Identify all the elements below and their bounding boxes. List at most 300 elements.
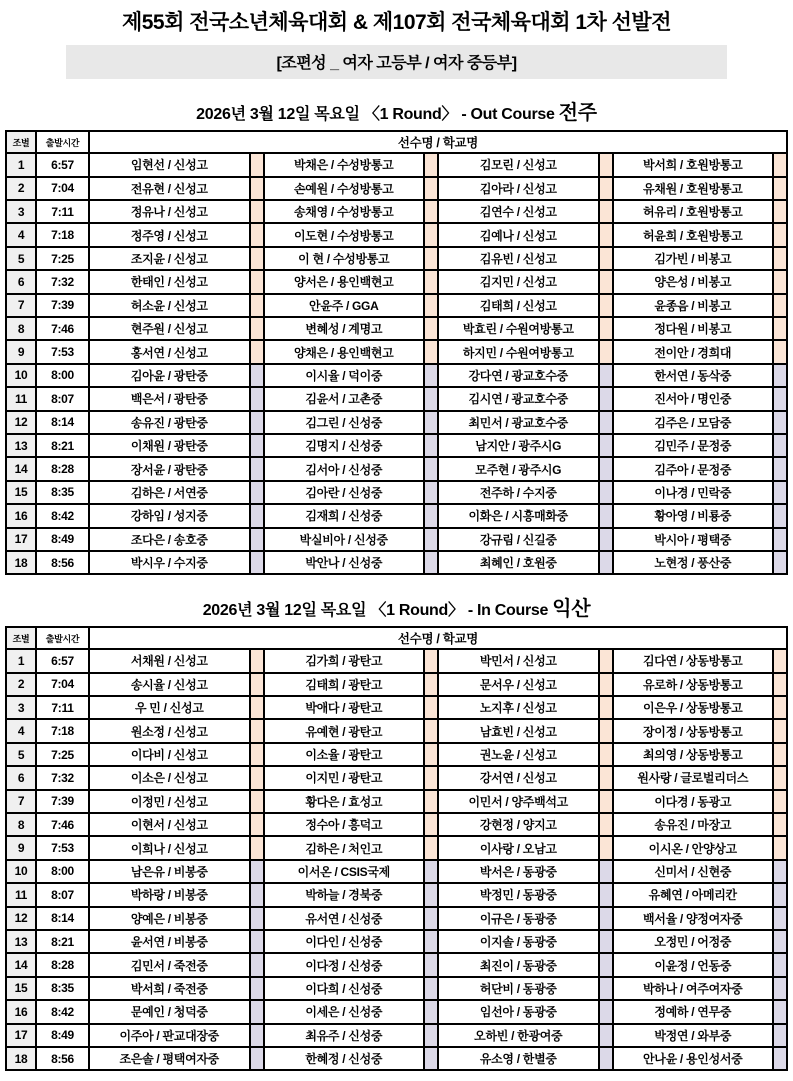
player-school-cell: 이현서 / 신성고 (90, 814, 251, 835)
division-color-divider (425, 435, 439, 456)
pairing-row (7, 178, 786, 201)
player-school-cell: 이다경 / 동광고 (614, 791, 775, 812)
group-number-cell: 16 (7, 1001, 37, 1022)
start-time-cell: 8:35 (37, 482, 90, 503)
division-color-divider (251, 908, 265, 929)
player-school-cell: 김아라 / 신성고 (439, 178, 600, 199)
out-course-section (3, 96, 790, 575)
pairing-row (7, 1025, 786, 1048)
division-color-divider (425, 295, 439, 316)
division-color-divider (600, 720, 614, 741)
pairing-row (7, 1001, 786, 1024)
player-school-cell: 이다정 / 신성중 (265, 954, 426, 975)
group-number-cell: 15 (7, 482, 37, 503)
division-color-endcap (774, 931, 786, 952)
group-column-header: 조별 (7, 132, 37, 152)
division-color-divider (425, 529, 439, 550)
player-school-cell: 노현정 / 풍산중 (614, 552, 775, 573)
division-color-divider (425, 767, 439, 788)
player-school-cell: 유소영 / 한별중 (439, 1048, 600, 1069)
start-time-cell: 8:07 (37, 884, 90, 905)
player-school-cell: 송유진 / 광탄중 (90, 412, 251, 433)
division-color-divider (600, 318, 614, 339)
player-school-cell: 최진이 / 동광중 (439, 954, 600, 975)
player-school-cell: 박효린 / 수원여방통고 (439, 318, 600, 339)
group-number-cell: 3 (7, 201, 37, 222)
pairing-row (7, 720, 786, 743)
group-number-cell: 13 (7, 931, 37, 952)
player-school-cell: 박민서 / 신성고 (439, 650, 600, 671)
division-color-divider (600, 837, 614, 858)
division-color-divider (425, 837, 439, 858)
division-color-divider (251, 1048, 265, 1069)
round-title-text: 2026년 3월 12일 목요일 〈1 Round〉 - Out Course (196, 106, 559, 124)
division-color-divider (251, 697, 265, 718)
start-time-cell: 7:04 (37, 178, 90, 199)
division-color-divider (425, 271, 439, 292)
player-school-cell: 박실비아 / 신성중 (265, 529, 426, 550)
division-color-divider (600, 674, 614, 695)
division-color-endcap (774, 1025, 786, 1046)
division-color-divider (425, 884, 439, 905)
pairing-row (7, 650, 786, 673)
player-school-cell: 우 민 / 신성고 (90, 697, 251, 718)
division-color-divider (425, 365, 439, 386)
group-number-cell: 2 (7, 674, 37, 695)
division-color-divider (425, 178, 439, 199)
division-color-divider (425, 388, 439, 409)
group-number-cell: 15 (7, 978, 37, 999)
player-school-cell: 박서은 / 동광중 (439, 861, 600, 882)
group-number-cell: 9 (7, 341, 37, 362)
start-time-cell: 7:39 (37, 791, 90, 812)
player-school-cell: 박채은 / 수성방통고 (265, 154, 426, 175)
division-color-divider (251, 482, 265, 503)
start-time-cell: 8:42 (37, 1001, 90, 1022)
division-color-endcap (774, 697, 786, 718)
player-school-cell: 하지민 / 수원여방통고 (439, 341, 600, 362)
table-header-row (7, 628, 786, 650)
division-color-endcap (774, 412, 786, 433)
division-color-divider (251, 720, 265, 741)
division-color-divider (425, 674, 439, 695)
group-number-cell: 16 (7, 505, 37, 526)
player-school-cell: 한태인 / 신성고 (90, 271, 251, 292)
pairing-row (7, 529, 786, 552)
division-color-divider (251, 295, 265, 316)
division-color-divider (425, 1025, 439, 1046)
start-time-cell: 7:25 (37, 744, 90, 765)
player-school-cell: 이시온 / 안양상고 (614, 837, 775, 858)
start-time-cell: 7:39 (37, 295, 90, 316)
player-school-cell: 정주영 / 신성고 (90, 224, 251, 245)
group-number-cell: 1 (7, 154, 37, 175)
pairing-row (7, 318, 786, 341)
player-school-cell: 유예현 / 광탄고 (265, 720, 426, 741)
division-color-divider (251, 388, 265, 409)
division-color-divider (251, 791, 265, 812)
player-school-cell: 이정민 / 신성고 (90, 791, 251, 812)
division-color-divider (600, 791, 614, 812)
division-color-divider (600, 697, 614, 718)
pairing-row (7, 674, 786, 697)
player-school-cell: 허단비 / 동광중 (439, 978, 600, 999)
player-school-cell: 남효빈 / 신성고 (439, 720, 600, 741)
player-school-cell: 진서아 / 명인중 (614, 388, 775, 409)
player-school-cell: 김태희 / 광탄고 (265, 674, 426, 695)
division-color-endcap (774, 201, 786, 222)
division-color-divider (600, 388, 614, 409)
group-number-cell: 8 (7, 814, 37, 835)
group-number-cell: 5 (7, 248, 37, 269)
start-time-cell: 7:18 (37, 224, 90, 245)
player-school-cell: 서채원 / 신성고 (90, 650, 251, 671)
group-number-cell: 6 (7, 271, 37, 292)
pairing-row (7, 908, 786, 931)
player-school-cell: 허윤희 / 호원방통고 (614, 224, 775, 245)
player-school-cell: 박애다 / 광탄고 (265, 697, 426, 718)
player-school-cell: 신미서 / 신현중 (614, 861, 775, 882)
player-school-cell: 허소윤 / 신성고 (90, 295, 251, 316)
player-school-cell: 김지민 / 신성고 (439, 271, 600, 292)
player-school-cell: 강다연 / 광교호수중 (439, 365, 600, 386)
division-color-divider (425, 1001, 439, 1022)
division-color-endcap (774, 458, 786, 479)
division-color-divider (600, 248, 614, 269)
player-school-cell: 허유리 / 호원방통고 (614, 201, 775, 222)
player-school-cell: 양채은 / 용인백현고 (265, 341, 426, 362)
division-color-divider (425, 458, 439, 479)
player-school-cell: 이규은 / 동광중 (439, 908, 600, 929)
player-school-cell: 백서율 / 양정여자중 (614, 908, 775, 929)
division-color-divider (425, 318, 439, 339)
division-color-endcap (774, 908, 786, 929)
player-school-cell: 최의영 / 상동방통고 (614, 744, 775, 765)
division-color-divider (600, 767, 614, 788)
division-color-endcap (774, 482, 786, 503)
pairing-row (7, 295, 786, 318)
start-time-cell: 8:49 (37, 529, 90, 550)
player-school-cell: 이다비 / 신성고 (90, 744, 251, 765)
division-color-divider (251, 954, 265, 975)
pairing-row (7, 884, 786, 907)
division-color-divider (600, 552, 614, 573)
division-color-endcap (774, 674, 786, 695)
division-color-endcap (774, 954, 786, 975)
group-number-cell: 14 (7, 458, 37, 479)
player-school-cell: 김주아 / 문정중 (614, 458, 775, 479)
player-school-cell: 장이정 / 상동방통고 (614, 720, 775, 741)
division-color-divider (425, 931, 439, 952)
division-color-divider (425, 201, 439, 222)
round-title-out-course (3, 96, 790, 125)
player-school-cell: 장서윤 / 광탄중 (90, 458, 251, 479)
division-color-endcap (774, 365, 786, 386)
player-school-cell: 김윤서 / 고촌중 (265, 388, 426, 409)
pairing-row (7, 365, 786, 388)
player-school-cell: 김아란 / 신성중 (265, 482, 426, 503)
player-school-cell: 박시우 / 수지중 (90, 552, 251, 573)
player-school-cell: 전주하 / 수지중 (439, 482, 600, 503)
player-school-cell: 박정민 / 동광중 (439, 884, 600, 905)
in-course-section (3, 592, 790, 1071)
start-time-cell: 8:00 (37, 861, 90, 882)
player-school-cell: 최유주 / 신성중 (265, 1025, 426, 1046)
player-school-cell: 이소율 / 광탄고 (265, 744, 426, 765)
group-number-cell: 9 (7, 837, 37, 858)
player-school-cell: 현주원 / 신성고 (90, 318, 251, 339)
player-school-cell: 김명지 / 신성중 (265, 435, 426, 456)
division-color-divider (425, 720, 439, 741)
division-color-endcap (774, 248, 786, 269)
division-color-divider (600, 861, 614, 882)
player-school-cell: 김민주 / 문정중 (614, 435, 775, 456)
start-time-cell: 8:42 (37, 505, 90, 526)
pairing-row (7, 552, 786, 573)
pairing-row (7, 1048, 786, 1069)
players-column-header: 선수명 / 학교명 (397, 632, 479, 647)
pairing-row (7, 791, 786, 814)
division-color-divider (251, 861, 265, 882)
player-school-cell: 김태희 / 신성고 (439, 295, 600, 316)
group-number-cell: 8 (7, 318, 37, 339)
player-school-cell: 이윤정 / 언동중 (614, 954, 775, 975)
division-color-divider (251, 318, 265, 339)
division-color-divider (251, 435, 265, 456)
player-school-cell: 남은유 / 비봉중 (90, 861, 251, 882)
division-color-endcap (774, 505, 786, 526)
division-color-divider (251, 154, 265, 175)
division-color-divider (251, 744, 265, 765)
division-color-divider (251, 201, 265, 222)
start-time-cell: 6:57 (37, 650, 90, 671)
player-school-cell: 이다희 / 신성중 (265, 978, 426, 999)
division-color-divider (600, 1025, 614, 1046)
player-school-cell: 윤종음 / 비봉고 (614, 295, 775, 316)
division-color-divider (600, 341, 614, 362)
player-school-cell: 이다인 / 신성중 (265, 931, 426, 952)
start-time-cell: 8:21 (37, 435, 90, 456)
group-number-cell: 11 (7, 388, 37, 409)
group-number-cell: 10 (7, 365, 37, 386)
player-school-cell: 이시율 / 덕이중 (265, 365, 426, 386)
player-school-cell: 김주은 / 모담중 (614, 412, 775, 433)
pairing-row (7, 201, 786, 224)
division-color-divider (600, 154, 614, 175)
start-time-cell: 7:46 (37, 814, 90, 835)
division-color-divider (600, 529, 614, 550)
division-color-divider (251, 458, 265, 479)
division-color-divider (251, 505, 265, 526)
division-color-divider (600, 435, 614, 456)
player-school-cell: 박안나 / 신성중 (265, 552, 426, 573)
player-school-cell: 강규림 / 신길중 (439, 529, 600, 550)
division-color-divider (251, 650, 265, 671)
pairing-row (7, 435, 786, 458)
start-time-cell: 7:04 (37, 674, 90, 695)
player-school-cell: 송유진 / 마장고 (614, 814, 775, 835)
pairing-row (7, 271, 786, 294)
start-time-cell: 8:00 (37, 365, 90, 386)
division-color-endcap (774, 837, 786, 858)
player-school-cell: 백은서 / 광탄중 (90, 388, 251, 409)
pairing-row (7, 388, 786, 411)
division-color-divider (600, 412, 614, 433)
player-school-cell: 정유나 / 신성고 (90, 201, 251, 222)
player-school-cell: 박시아 / 평택중 (614, 529, 775, 550)
division-color-divider (425, 744, 439, 765)
pairing-row (7, 954, 786, 977)
division-color-divider (425, 978, 439, 999)
group-number-cell: 10 (7, 861, 37, 882)
division-color-endcap (774, 154, 786, 175)
division-color-endcap (774, 341, 786, 362)
player-school-cell: 박하나 / 여주여자중 (614, 978, 775, 999)
player-school-cell: 박하랑 / 비봉중 (90, 884, 251, 905)
player-school-cell: 이소은 / 신성고 (90, 767, 251, 788)
group-number-cell: 2 (7, 178, 37, 199)
group-number-cell: 6 (7, 767, 37, 788)
group-number-cell: 14 (7, 954, 37, 975)
pairing-row (7, 861, 786, 884)
player-school-cell: 김다연 / 상동방통고 (614, 650, 775, 671)
division-color-divider (600, 505, 614, 526)
start-time-cell: 8:56 (37, 552, 90, 573)
division-color-divider (251, 271, 265, 292)
player-school-cell: 원소정 / 신성고 (90, 720, 251, 741)
player-school-cell: 모주현 / 광주시G (439, 458, 600, 479)
division-color-divider (425, 697, 439, 718)
player-school-cell: 양서은 / 용인백현고 (265, 271, 426, 292)
division-color-divider (425, 154, 439, 175)
division-color-endcap (774, 650, 786, 671)
player-school-cell: 안나윤 / 용인성서중 (614, 1048, 775, 1069)
player-school-cell: 김가빈 / 비봉고 (614, 248, 775, 269)
start-time-column-header: 출발시간 (37, 628, 90, 648)
round-title-text: 2026년 3월 12일 목요일 〈1 Round〉 - In Course (202, 602, 553, 620)
start-time-cell: 7:46 (37, 318, 90, 339)
pairing-row (7, 154, 786, 177)
group-number-cell: 7 (7, 295, 37, 316)
pairing-row (7, 458, 786, 481)
division-color-divider (600, 295, 614, 316)
player-school-cell: 양예은 / 비봉중 (90, 908, 251, 929)
start-time-cell: 6:57 (37, 154, 90, 175)
pairing-row (7, 814, 786, 837)
division-color-divider (600, 931, 614, 952)
player-school-cell: 이나경 / 민락중 (614, 482, 775, 503)
pairing-row (7, 931, 786, 954)
round-title-in-course (3, 592, 790, 621)
player-school-cell: 송시율 / 신성고 (90, 674, 251, 695)
group-number-cell: 18 (7, 552, 37, 573)
division-color-endcap (774, 720, 786, 741)
pairing-row (7, 744, 786, 767)
division-color-endcap (774, 552, 786, 573)
division-color-divider (251, 341, 265, 362)
start-time-cell: 7:32 (37, 271, 90, 292)
player-school-cell: 정수아 / 흥덕고 (265, 814, 426, 835)
player-school-cell: 이희나 / 신성고 (90, 837, 251, 858)
player-school-cell: 전유현 / 신성고 (90, 178, 251, 199)
player-school-cell: 김그린 / 신성중 (265, 412, 426, 433)
division-color-endcap (774, 1001, 786, 1022)
pairing-row (7, 224, 786, 247)
start-time-column-header: 출발시간 (37, 132, 90, 152)
player-school-cell: 김시연 / 광교호수중 (439, 388, 600, 409)
player-school-cell: 정다원 / 비봉고 (614, 318, 775, 339)
division-color-divider (425, 650, 439, 671)
division-color-divider (251, 529, 265, 550)
division-color-divider (251, 931, 265, 952)
division-color-endcap (774, 271, 786, 292)
player-school-cell: 이지솔 / 동광중 (439, 931, 600, 952)
player-school-cell: 김모린 / 신성고 (439, 154, 600, 175)
pairing-row (7, 697, 786, 720)
player-school-cell: 강하임 / 성지중 (90, 505, 251, 526)
start-time-cell: 7:11 (37, 697, 90, 718)
start-time-cell: 8:49 (37, 1025, 90, 1046)
division-color-divider (600, 365, 614, 386)
division-color-endcap (774, 861, 786, 882)
division-color-divider (425, 505, 439, 526)
group-number-cell: 3 (7, 697, 37, 718)
player-school-cell: 임선아 / 동광중 (439, 1001, 600, 1022)
player-school-cell: 정예하 / 연무중 (614, 1001, 775, 1022)
start-time-cell: 8:35 (37, 978, 90, 999)
division-color-divider (600, 271, 614, 292)
group-number-cell: 13 (7, 435, 37, 456)
division-color-divider (600, 1048, 614, 1069)
division-color-endcap (774, 1048, 786, 1069)
group-number-cell: 4 (7, 224, 37, 245)
player-school-cell: 윤서연 / 비봉중 (90, 931, 251, 952)
group-number-cell: 17 (7, 1025, 37, 1046)
pairing-row (7, 505, 786, 528)
player-school-cell: 원사랑 / 글로벌리더스 (614, 767, 775, 788)
division-color-divider (600, 814, 614, 835)
division-color-divider (425, 341, 439, 362)
page-subtitle: [조편성 _ 여자 고등부 / 여자 중등부] (66, 45, 727, 79)
pairing-row (7, 482, 786, 505)
player-school-cell: 강현정 / 양지고 (439, 814, 600, 835)
division-color-endcap (774, 295, 786, 316)
player-school-cell: 남지안 / 광주시G (439, 435, 600, 456)
player-school-cell: 박하늘 / 경북중 (265, 884, 426, 905)
division-color-divider (251, 837, 265, 858)
start-time-cell: 7:53 (37, 837, 90, 858)
start-time-cell: 7:53 (37, 341, 90, 362)
player-school-cell: 이채원 / 광탄중 (90, 435, 251, 456)
division-color-divider (600, 908, 614, 929)
player-school-cell: 김아윤 / 광탄중 (90, 365, 251, 386)
player-school-cell: 송채영 / 수성방통고 (265, 201, 426, 222)
group-number-cell: 11 (7, 884, 37, 905)
division-color-divider (251, 884, 265, 905)
player-school-cell: 박서희 / 죽전중 (90, 978, 251, 999)
division-color-divider (251, 224, 265, 245)
player-school-cell: 김재희 / 신성중 (265, 505, 426, 526)
division-color-divider (251, 552, 265, 573)
pairing-row (7, 412, 786, 435)
player-school-cell: 김민서 / 죽전중 (90, 954, 251, 975)
table-header-row (7, 132, 786, 154)
player-school-cell: 오하빈 / 한광여중 (439, 1025, 600, 1046)
player-school-cell: 이화은 / 시흥매화중 (439, 505, 600, 526)
division-color-endcap (774, 884, 786, 905)
course-location: 전주 (558, 102, 597, 125)
player-school-cell: 이도현 / 수성방통고 (265, 224, 426, 245)
